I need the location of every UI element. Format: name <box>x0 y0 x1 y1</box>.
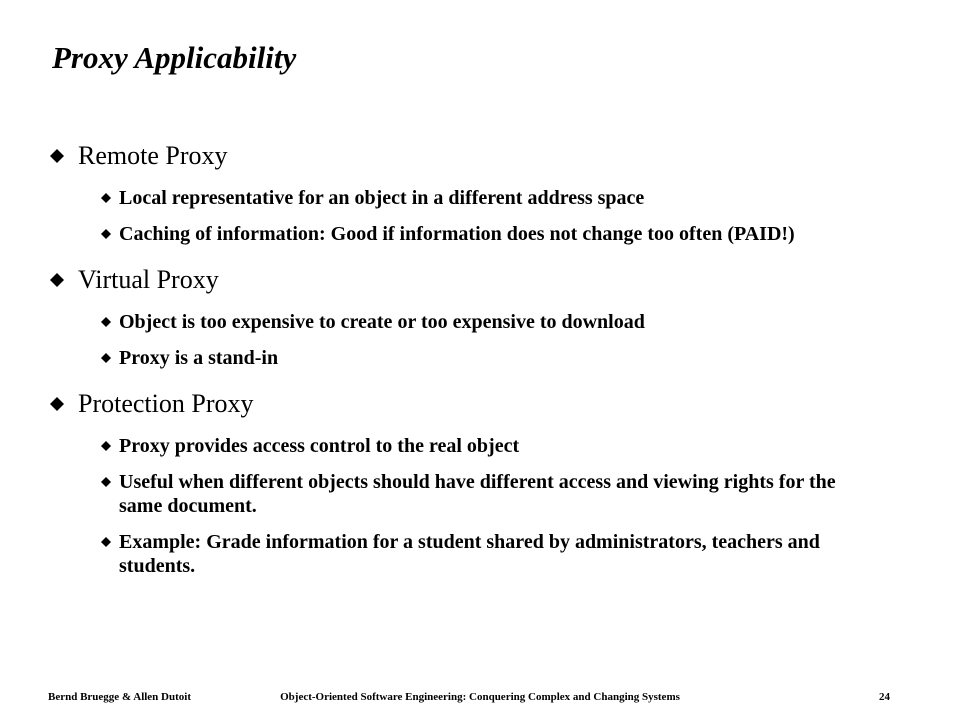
bullet-protection-proxy <box>50 388 870 420</box>
bullet-heading: Remote Proxy <box>78 141 228 170</box>
sub-bullet-text: Caching of information: Good if information does not change too often (PAID!) <box>119 223 795 245</box>
sub-bullet <box>50 186 870 210</box>
small-diamond-bullet-icon <box>101 193 111 203</box>
small-diamond-bullet-icon <box>101 317 111 327</box>
slide-title: Proxy Applicability <box>52 40 297 75</box>
sub-bullet-text: Useful when different objects should have different access and viewing rights for the same document. <box>119 471 836 517</box>
small-diamond-bullet-icon <box>101 477 111 487</box>
sub-bullet <box>50 530 870 578</box>
sub-bullet <box>50 222 870 246</box>
bullet-heading: Virtual Proxy <box>78 265 219 294</box>
diamond-bullet-icon <box>50 149 64 163</box>
diamond-bullet-icon <box>50 273 64 287</box>
diamond-bullet-icon <box>50 397 64 411</box>
sub-bullet-text: Local representative for an object in a different address space <box>119 187 645 209</box>
footer-book-title: Object-Oriented Software Engineering: Conquering Complex and Changing Systems <box>280 691 680 703</box>
slide-body <box>50 140 870 578</box>
bullet-heading: Protection Proxy <box>78 389 254 418</box>
sub-bullet <box>50 470 870 518</box>
sub-bullet <box>50 310 870 334</box>
footer-page-number: 24 <box>879 691 890 703</box>
sub-bullet-text: Proxy provides access control to the real object <box>119 435 520 457</box>
bullet-virtual-proxy <box>50 264 870 296</box>
sub-bullet-text: Example: Grade information for a student shared by administrators, teachers and students. <box>119 531 820 577</box>
sub-bullet-text: Object is too expensive to create or too expensive to download <box>119 311 645 333</box>
small-diamond-bullet-icon <box>101 229 111 239</box>
small-diamond-bullet-icon <box>101 353 111 363</box>
sub-bullet <box>50 346 870 370</box>
footer-authors: Bernd Bruegge & Allen Dutoit <box>48 691 191 703</box>
sub-bullet-text: Proxy is a stand-in <box>119 347 279 369</box>
bullet-remote-proxy <box>50 140 870 172</box>
sub-bullet <box>50 434 870 458</box>
small-diamond-bullet-icon <box>101 537 111 547</box>
small-diamond-bullet-icon <box>101 441 111 451</box>
